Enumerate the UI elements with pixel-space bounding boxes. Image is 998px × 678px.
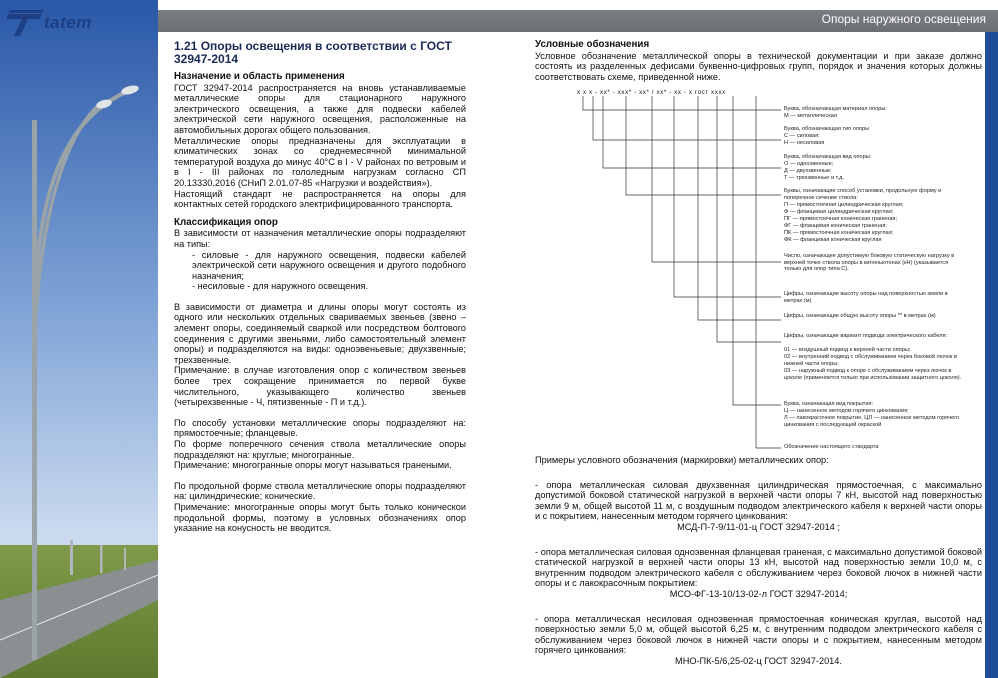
classification-installation: По способу установки металлические опоры подразделяют на: прямостоечные; фланцевые. bbox=[174, 417, 466, 439]
tatem-logo-icon bbox=[6, 8, 46, 38]
label-kind-t: Т — трехзвенные и т.д. bbox=[784, 175, 844, 181]
label-install-fk: ФК — фланцевая коническая круглая bbox=[784, 237, 882, 243]
example-1: - опора металлическая силовая двухзвенная цилиндрическая прямостоечная, с максимально допустимой боковой статической нагрузкой в верхней части опоры 7 кН, высотой над поверхностью земли 9 м, общей высотой 11 м, с воздушным подводом электрического кабеля к верхней части опоры и с покрытием, нанесенным методом горячего цинкования: bbox=[535, 479, 982, 522]
label-cable: Цифры, означающие вариант подвода электрического кабеля: bbox=[784, 333, 948, 339]
right-accent-strip bbox=[985, 32, 998, 678]
label-kind-o: О — одноэвенные; bbox=[784, 161, 834, 167]
label-coating-l: Л — лакокрасочное покрытие, ЦЛ — нанесенное методом горячего цинкования с последующей окраской bbox=[784, 415, 960, 428]
purpose-paragraph-1: ГОСТ 32947-2014 распространяется на вновь устанавливаемые металлические опоры для стационарного наружного электрического освещения, а также для подвески кабелей электрической сети наружного освещения, расположенные на автомобильных дорогах общего пользования. bbox=[174, 82, 466, 135]
example-3-code: МНО-ПК-5/6,25-02-ц ГОСТ 32947-2014. bbox=[675, 655, 842, 666]
purpose-paragraph-3: Настоящий стандарт не распространяется на опоры для контактных сетей городского электрифицированного транспорта. bbox=[174, 188, 466, 210]
label-standard: Обозначение настоящего стандарта bbox=[784, 444, 879, 450]
label-install-f: Ф — фланцевая цилиндрическая круглая; bbox=[784, 209, 894, 215]
designation-code-template: х х х - хх* - ххх* - хх* / хх* - хх - х гост хххх bbox=[577, 89, 726, 96]
examples-heading: Примеры условного обозначения (маркировки) металлических опор: bbox=[535, 455, 829, 465]
classification-type-power: - силовые - для наружного освещения, подвески кабелей электрической сети наружного освещения и другого подобного назначения; bbox=[192, 249, 466, 281]
section-title: 1.21 Опоры освещения в соответствии с ГОСТ 32947-2014 bbox=[174, 39, 452, 66]
label-height: Цифры, означающие высоту опоры над поверхностью земли в метрах (м) bbox=[784, 291, 948, 304]
label-total-height: Цифры, означающие общую высоту опоры ** в метрах (м) bbox=[784, 313, 936, 319]
label-coating-c: Ц — нанесенное методом горячего цинкования; bbox=[784, 408, 909, 414]
label-install-pk: ПК — прямостоечная коническая круглая; bbox=[784, 230, 894, 236]
label-type-s: С — силовая; bbox=[784, 133, 820, 139]
label-install-p: П — прямостоечная цилиндрическая круглая; bbox=[784, 202, 904, 208]
classification-note-links: Примечание: в случае изготовления опор с количеством звеньев более трех сокращение принимается по первой букве числительного, указывающего количество звеньев (четырехзвенные - Ч, пятизвенные - П и т.д.). bbox=[174, 365, 466, 408]
purpose-paragraph-2: Металлические опоры предназначены для эксплуатации в климатических зонах со среднемесячной минимальной температурой воздуха до минус 40°С в I - V районах по ветровым и в I - III районах по гололедным нагрузкам согласно СП 20.13330.2016 (СНиП 2.01.07-85 «Нагрузки и воздействия»). bbox=[174, 135, 466, 188]
label-load: Число, означающее допустимую боковую статическую нагрузку в верхней точке ствола опоры в килоньютонах (кН) (указывается только для опор типа С). bbox=[784, 253, 955, 273]
classification-heading: Классификация опор bbox=[174, 216, 278, 228]
header-title: Опоры наружного освещения bbox=[821, 12, 986, 26]
classification-paragraph-1: В зависимости от назначения металлические опоры подразделяют на типы: bbox=[174, 228, 466, 249]
classification-note-conical: Примечание: многогранные опоры могут быть только коническои продольной формы, поэтому в условных обозначениях опор указание на конусность не вводится. bbox=[174, 501, 466, 534]
street-light-illustration bbox=[0, 0, 158, 678]
scheme-connector-lines bbox=[535, 0, 985, 455]
classification-section-shape: По форме поперечного сечения ствола металлические опоры подразделяют на: круглые; многогранные. bbox=[174, 439, 466, 460]
example-2: - опора металлическая силовая одноэвенная фланцевая граненая, с максимально допустимой боковой статической нагрузкой в верхней части опоры 13 кН, высотой над поверхностью земли 10,0 м, с внутренним подводом электрического кабеля с обслуживанием через боковой лючок в нижней части опоры и с лакокрасочным покрытием: bbox=[535, 546, 982, 589]
label-material-m: М — металлическая bbox=[784, 113, 837, 119]
designation-scheme bbox=[535, 0, 985, 455]
label-coating: Буква, означающая вид покрытия: bbox=[784, 401, 874, 407]
example-2-code: МСО-ФГ-13-10/13-02-л ГОСТ 32947-2014; bbox=[669, 588, 848, 599]
purpose-heading: Назначение и область применения bbox=[174, 71, 345, 82]
examples-block bbox=[535, 455, 982, 667]
label-type-n: Н — несиловая bbox=[784, 140, 825, 146]
classification-longitudinal: По продольной форме ствола металлические опоры подразделяют на: цилиндрические; конические. bbox=[174, 480, 466, 502]
legend-paragraph: Условное обозначение металлической опоры в технической документации и при заказе должно состоять из разделенных дефисами буквенно-цифровых групп, порядок и значения которых должны соответствовать схеме, приведенной ниже. bbox=[535, 50, 982, 82]
label-kind: Буква, обозначающая вид опоры: bbox=[784, 154, 872, 160]
label-install-fg: ФГ — фланцевая коническая граненая; bbox=[784, 223, 887, 229]
label-cable-02: 02 — внутренний подвод с обслуживанием через боковой лючок в нижней части опоры; bbox=[784, 354, 957, 367]
left-column bbox=[174, 40, 466, 534]
classification-type-nonpower: - несиловые - для наружного освещения. bbox=[192, 281, 369, 292]
label-material: Буква, обозначающая материал опоры: bbox=[784, 106, 887, 112]
label-cable-01: 01 — воздушный подвод к верхней части опоры; bbox=[784, 347, 911, 353]
label-kind-d: Д — двухзвенные; bbox=[784, 168, 832, 174]
label-type: Буква, обозначающая тип опоры bbox=[784, 126, 870, 132]
legend-heading: Условные обозначения bbox=[535, 39, 650, 50]
brand-name: tatem bbox=[44, 13, 92, 32]
classification-note-faceted: Примечание: многогранные опоры могут называться гранеными. bbox=[174, 460, 452, 471]
example-1-code: МСД-П-7-9/11-01-ц ГОСТ 32947-2014 ; bbox=[677, 521, 840, 532]
label-cable-03: 03 — наружный подвод к опоре с обслуживанием через лючок в цоколе (применяется только при использовании защитного цоколя). bbox=[784, 368, 962, 381]
label-install: Буквы, означающие способ установки, продольную форму и поперечное сечение ствола: bbox=[784, 188, 942, 201]
classification-paragraph-links: В зависимости от диаметра и длины опоры могут состоять из одного или нескольких отдельных свариваемых звеньев (звено – элемент опоры, соединяемый сваркой или посредством болтового соединения с другими звеньями, либо самостоятельный элемент опоры) и подразделяются на виды: одноэвеньевые; двухзвенные; трехзвенные. bbox=[174, 301, 466, 365]
label-install-pg: ПГ — прямостоечная коническая граненая; bbox=[784, 216, 898, 222]
example-3: - опора металлическая несиловая одноэвенная прямостоечная коническая круглая, высотой над поверхностью земли 5,0 м, общей высотой 6,25 м, с внутренним подводом электрического кабеля с обслуживанием через боковой лючок в нижней части опоры и с покрытием, нанесенным методом горячего цинкования: bbox=[535, 613, 982, 656]
street-light-photo bbox=[0, 0, 158, 678]
